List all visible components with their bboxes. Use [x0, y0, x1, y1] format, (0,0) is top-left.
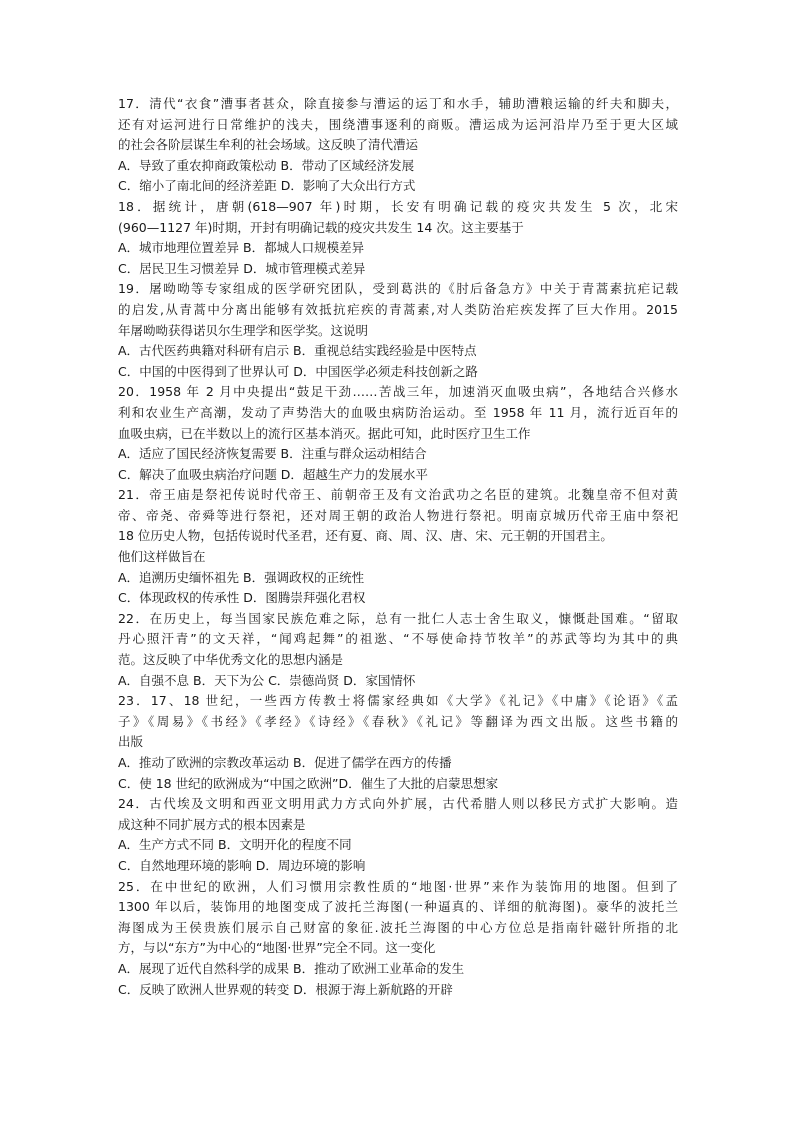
answer-options: A．导致了重农抑商政策松动 B．带动了区域经济发展	[118, 157, 415, 173]
question-stem-line: 19．屠呦呦等专家组成的医学研究团队，受到葛洪的《肘后备急方》中关于青蒿素抗疟记载	[118, 281, 678, 297]
answer-options: C．缩小了南北间的经济差距 D．影响了大众出行方式	[118, 178, 416, 194]
question-17	[118, 94, 678, 197]
question-stem-line: 23．17、18 世纪，一些西方传教士将儒家经典如《大学》《礼记》《中庸》《论语》《孟	[118, 693, 678, 709]
question-stem-line: 还有对运河进行日常维护的浅夫，围绕漕事逐利的商贩。漕运成为运河沿岸乃至于更大区域	[118, 116, 678, 132]
question-stem-line: 24．古代埃及文明和西亚文明用武力方式向外扩展，古代希腊人则以移民方式扩大影响。造	[118, 796, 678, 812]
answer-options: C．居民卫生习惯差异 D．城市管理模式差异	[118, 260, 366, 276]
question-stem-line: 方，与以“东方”为中心的“地图·世界”完全不同。这一变化	[118, 940, 436, 956]
question-stem-line: 出版	[118, 734, 144, 750]
question-21	[118, 485, 678, 609]
answer-options: C．使 18 世纪的欧洲成为“中国之欧洲”D．催生了大批的启蒙思想家	[118, 775, 499, 791]
question-stem-line: 的启发,从青蒿中分离出能够有效抵抗疟疾的青蒿素,对人类防治疟疾发挥了巨大作用。2015	[118, 301, 678, 317]
question-stem-line: 利和农业生产高潮，发动了声势浩大的血吸虫病防治运动。至 1958 年 11 月，流行近百年的	[118, 404, 678, 420]
question-stem-line: 年屠呦呦获得诺贝尔生理学和医学奖。这说明	[118, 322, 369, 338]
question-stem-line: 1300 年以后，装饰用的地图变成了波托兰海图(一种逼真的、详细的航海图)。豪华的波托兰	[118, 899, 678, 915]
answer-options: A．古代医药典籍对科研有启示 B．重视总结实践经验是中医特点	[118, 343, 477, 359]
answer-options: C．反映了欧洲人世界观的转变 D．根源于海上新航路的开辟	[118, 981, 453, 997]
answer-options: C．自然地理环境的影响 D．周边环境的影响	[118, 857, 366, 873]
answer-options: A．适应了国民经济恢复需要 B．注重与群众运动相结合	[118, 446, 427, 462]
answer-options: C．体现政权的传承性 D．图腾崇拜强化君权	[118, 590, 366, 606]
question-stem-line: 范。这反映了中华优秀文化的思想内涵是	[118, 652, 344, 668]
question-stem-line: 丹心照汗青”的文天祥，“闻鸡起舞”的祖逖、“不辱使命持节牧羊”的苏武等均为其中的典	[118, 631, 678, 647]
question-24	[118, 794, 678, 876]
answer-options: A．推动了欧洲的宗教改革运动 B．促进了儒学在西方的传播	[118, 755, 452, 770]
exam-page	[118, 94, 678, 1000]
question-20	[118, 382, 678, 485]
question-23	[118, 691, 678, 794]
answer-options: A．展现了近代自然科学的成果 B．推动了欧洲工业革命的发生	[118, 960, 465, 976]
question-stem-line: 海图成为王侯贵族们展示自己财富的象征.波托兰海图的中心方位总是指南针磁针所指的北	[118, 919, 678, 935]
question-stem-line: 25．在中世纪的欧洲，人们习惯用宗教性质的“地图·世界”来作为装饰用的地图。但到了	[118, 878, 678, 894]
question-stem-line: 成这种不同扩展方式的根本因素是	[118, 816, 306, 832]
answer-options: A．城市地理位置差异 B．都城人口规模差异	[118, 240, 365, 256]
question-19	[118, 279, 678, 382]
question-22	[118, 609, 678, 691]
question-18	[118, 197, 678, 279]
question-stem-line: 帝、帝尧、帝舜等进行祭祀，还对周王朝的政治人物进行祭祀。明南京城历代帝王庙中祭祀	[118, 507, 678, 523]
question-stem-line: (960—1127 年)时期，开封有明确记载的疫灾共发生 14 次。这主要基于	[118, 219, 524, 235]
question-stem-line: 的社会各阶层谋生牟利的社会场域。这反映了清代漕运	[118, 137, 419, 153]
answer-options: C．解决了血吸虫病治疗问题 D．超越生产力的发展水平	[118, 466, 428, 482]
answer-options: C．中国的中医得到了世界认可 D．中国医学必须走科技创新之路	[118, 363, 478, 379]
answer-options: A．追溯历史缅怀祖先 B．强调政权的正统性	[118, 569, 365, 585]
question-stem-line: 血吸虫病，已在半数以上的流行区基本消灭。据此可知，此时医疗卫生工作	[118, 425, 531, 441]
question-stem-line: 17．清代“衣食”漕事者甚众，除直接参与漕运的运丁和水手，辅助漕粮运输的纤夫和脚夫，	[118, 96, 678, 111]
question-stem-line: 22．在历史上，每当国家民族危难之际，总有一批仁人志士舍生取义，慷慨赴国难。“留取	[118, 610, 678, 626]
question-stem-line: 18 位历史人物，包括传说时代圣君，还有夏、商、周、汉、唐、宋、元王朝的开国君主。	[118, 528, 613, 544]
question-stem-line: 20．1958 年 2 月中央提出“鼓足干劲……苦战三年，加速消灭血吸虫病”，各地结合兴修水	[118, 384, 678, 400]
question-stem-line: 18．据统计，唐朝(618—907 年)时期，长安有明确记载的疫灾共发生 5 次，北宋	[118, 198, 678, 214]
question-stem-line: 他们这样做旨在	[118, 549, 206, 565]
question-25	[118, 877, 678, 1001]
answer-options: A．自强不息 B．天下为公 C．崇德尚贤 D．家国情怀	[118, 672, 416, 688]
question-stem-line: 子》《周易》《书经》《孝经》《诗经》《春秋》《礼记》等翻译为西文出版。这些书籍的	[118, 713, 678, 729]
answer-options: A．生产方式不同 B．文明开化的程度不同	[118, 837, 352, 853]
question-stem-line: 21．帝王庙是祭祀传说时代帝王、前朝帝王及有文治武功之名臣的建筑。北魏皇帝不但对黄	[118, 487, 678, 503]
